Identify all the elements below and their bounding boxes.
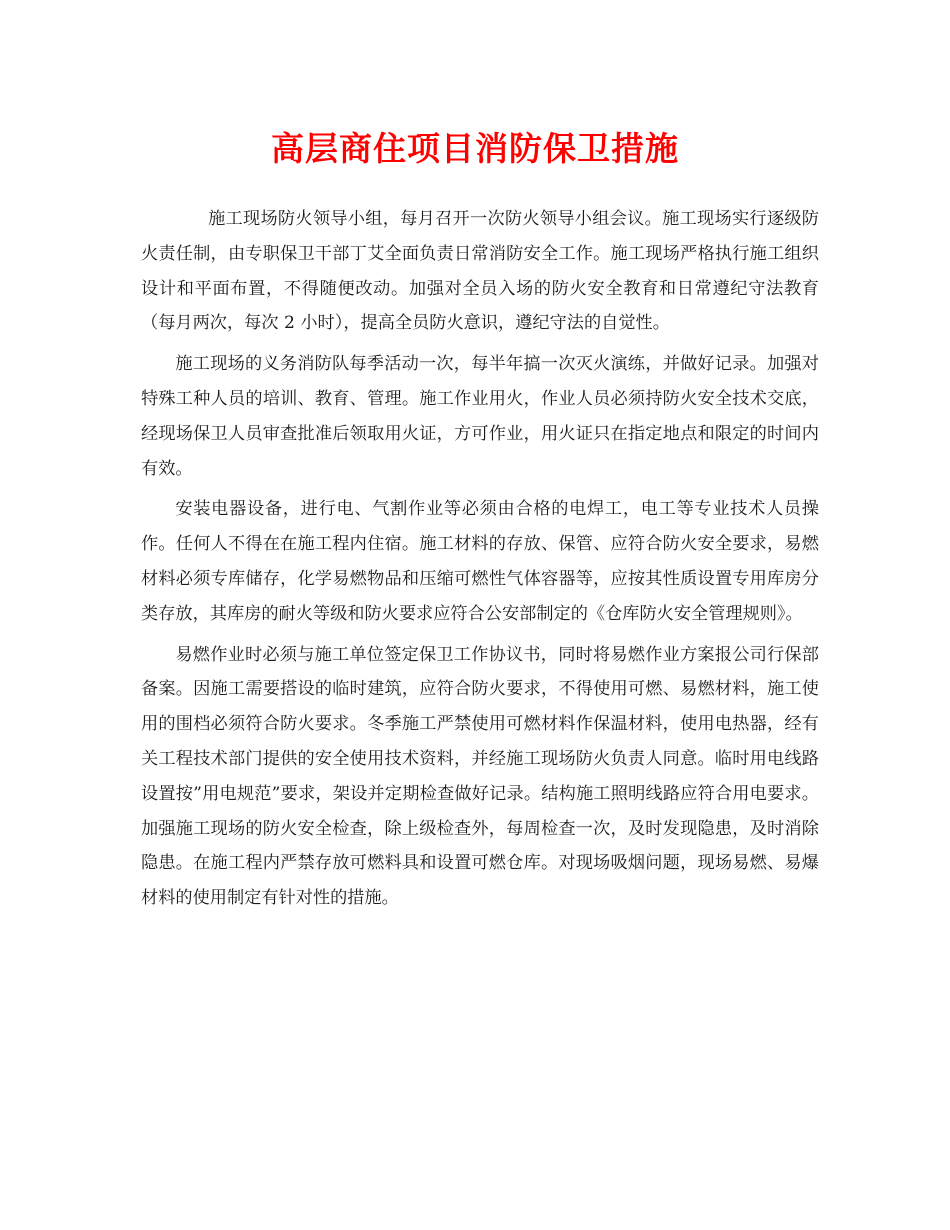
document-title: 高层商住项目消防保卫措施 — [271, 129, 679, 168]
document-body — [141, 202, 819, 922]
paragraph-fire-leadership: 施工现场防火领导小组，每月召开一次防火领导小组会议。施工现场实行逐级防火责任制，由专职保卫干部丁艾全面负责日常消防安全工作。施工现场严格执行施工组织设计和平面布置，不得随便改动。加强对全员入场的防火安全教育和日常遵纪守法教育（每月两次，每次 2 小时），提高全员防火意识，遵纪守法的自觉性。 — [141, 209, 819, 334]
paragraph-electrical-and-storage: 安装电器设备，进行电、气割作业等必须由合格的电焊工，电工等专业技术人员操作。任何人不得在在施工程内住宿。施工材料的存放、保管、应符合防火安全要求，易燃材料必须专库储存，化学易燃物品和压缩可燃性气体容器等，应按其性质设置专用库房分类存放，其库房的耐火等级和防火要求应符合公安部制定的《仓库防火安全管理规则》。 — [141, 499, 819, 624]
paragraph-flammable-operations: 易燃作业时必须与施工单位签定保卫工作协议书，同时将易燃作业方案报公司行保部备案。因施工需要搭设的临时建筑，应符合防火要求，不得使用可燃、易燃材料，施工使用的围档必须符合防火要求。冬季施工严禁使用可燃材料作保温材料，使用电热器，经有关工程技术部门提供的安全使用技术资料，并经施工现场防火负责人同意。临时用电线路设置按”用电规范”要求，架设并定期检查做好记录。结构施工照明线路应符合用电要求。加强施工现场的防火安全检查，除上级检查外，每周检查一次，及时发现隐患，及时消除隐患。在施工程内严禁存放可燃料具和设置可燃仓库。对现场吸烟问题，现场易燃、易爆材料的使用制定有针对性的措施。 — [141, 644, 819, 909]
paragraph-volunteer-fire-team: 施工现场的义务消防队每季活动一次，每半年搞一次灭火演练，并做好记录。加强对特殊工种人员的培训、教育、管理。施工作业用火，作业人员必须持防火安全技术交底，经现场保卫人员审查批准后领取用火证，方可作业，用火证只在指定地点和限定的时间内有效。 — [141, 354, 819, 479]
